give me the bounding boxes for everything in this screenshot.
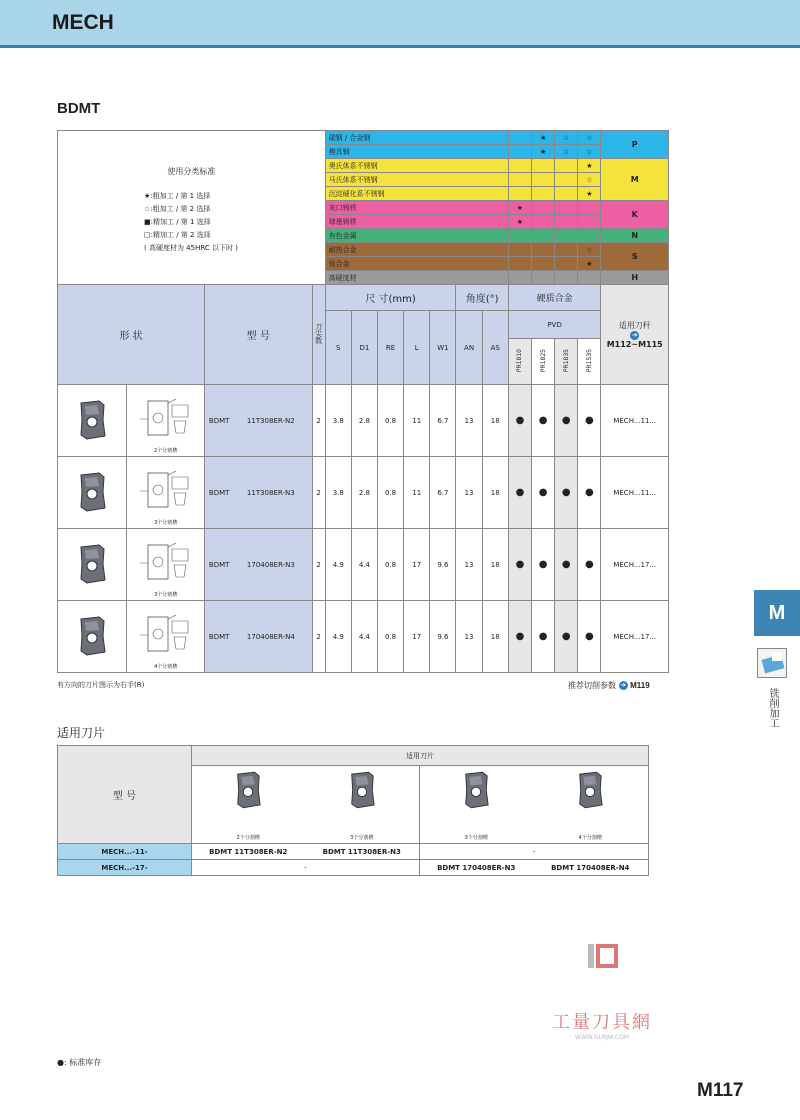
grade-mark — [555, 271, 578, 285]
dim-value: 18 — [482, 385, 508, 457]
watermark-logo-icon — [582, 940, 622, 972]
grade-mark — [555, 173, 578, 187]
groove-label: 4个分割槽 — [154, 664, 178, 670]
stock-dot: ● — [578, 385, 601, 457]
grade-mark — [532, 201, 555, 215]
angle-col-header: AS — [482, 311, 508, 385]
dim-value: 11 — [404, 385, 430, 457]
model-cell — [204, 601, 312, 673]
insert-image — [58, 457, 127, 529]
holder-value: MECH...17... — [601, 529, 669, 601]
legend-item: ★:粗加工 / 第 1 选择 — [144, 191, 211, 200]
legend-item: ☆:粗加工 / 第 2 选择 — [144, 204, 211, 213]
material-name: 灰口铸铁 — [325, 201, 508, 215]
pvd-header: PVD — [508, 311, 601, 339]
grade-mark — [508, 229, 531, 243]
grade-mark: ☆ — [555, 131, 578, 145]
legend-title: 使用分类标准 — [167, 166, 216, 176]
material-group: N — [601, 229, 669, 243]
dim-value: 6.7 — [430, 385, 456, 457]
grade-mark — [532, 229, 555, 243]
material-group: P — [601, 131, 669, 159]
tips-value: 2 — [312, 601, 325, 673]
insert-picture — [192, 766, 305, 844]
tips-value: 2 — [312, 529, 325, 601]
insert-icon — [77, 400, 107, 440]
material-name: 马氏体系不锈钢 — [325, 173, 508, 187]
dim-value: 3.8 — [325, 457, 351, 529]
stock-dot: ● — [508, 457, 531, 529]
page-header — [0, 0, 800, 48]
stock-dot: ● — [532, 529, 555, 601]
stock-dot: ● — [508, 529, 531, 601]
model-prefix: BDMT — [208, 488, 230, 497]
grade-mark — [532, 159, 555, 173]
dim-value: 18 — [482, 529, 508, 601]
insert-model-header: 型 号 — [58, 746, 192, 844]
material-name: 有色金属 — [325, 229, 508, 243]
model-code: 11T308ER-N2 — [246, 416, 295, 425]
arrow-icon: ➔ — [631, 331, 638, 339]
material-name: 沉淀硬化系不锈钢 — [325, 187, 508, 201]
dim-value: 4.4 — [351, 529, 377, 601]
insert-icon — [462, 770, 490, 810]
stock-dot: ● — [532, 601, 555, 673]
usage-legend — [58, 131, 326, 285]
dim-col-header: S — [325, 311, 351, 385]
grade-mark: ★ — [532, 145, 555, 159]
insert-image — [58, 529, 127, 601]
dim-value: 11 — [404, 457, 430, 529]
dim-value: 2.8 — [351, 385, 377, 457]
insert-icon — [576, 770, 604, 810]
grade-mark: ★ — [532, 131, 555, 145]
angle-col-header: AN — [456, 311, 482, 385]
groove-label: 3个分割槽 — [464, 835, 488, 841]
dim-value: 3.8 — [325, 385, 351, 457]
grade-mark: ☆ — [578, 145, 601, 159]
stock-dot: ● — [508, 385, 531, 457]
grade-mark — [508, 271, 531, 285]
dim-value: 6.7 — [430, 457, 456, 529]
grade-header: PR1825 — [532, 339, 555, 385]
legend-item: ■:精加工 / 第 1 选择 — [144, 217, 211, 226]
grade-header: PR1810 — [508, 339, 531, 385]
insert-code: - — [420, 844, 649, 860]
insert-header: 适用刀片 — [192, 746, 649, 766]
grade-mark — [578, 215, 601, 229]
stock-dot: ● — [578, 601, 601, 673]
grade-mark: ★ — [508, 215, 531, 229]
material-group: H — [601, 271, 669, 285]
legend-item: □:精加工 / 第 2 选择 — [144, 230, 211, 239]
material-name: 奥氏体系不锈钢 — [325, 159, 508, 173]
insert-drawing — [127, 601, 204, 673]
holder-header: 适用刀杆 ➔ M112~M115 — [601, 285, 669, 385]
grade-mark — [555, 187, 578, 201]
dim-col-header: L — [404, 311, 430, 385]
model-code: 170408ER-N4 — [246, 632, 295, 641]
grade-mark: ★ — [578, 187, 601, 201]
stock-dot: ● — [555, 529, 578, 601]
watermark-text: 工量刀具網 — [552, 1012, 652, 1033]
material-group: K — [601, 201, 669, 229]
dim-col-header: RE — [378, 311, 404, 385]
grade-mark — [555, 215, 578, 229]
tips-header: 刀尖数 — [312, 285, 325, 385]
material-group: S — [601, 243, 669, 271]
model-code: 11T308ER-N3 — [246, 488, 295, 497]
insert-image — [58, 601, 127, 673]
model-cell — [204, 385, 312, 457]
model-prefix: BDMT — [208, 560, 230, 569]
holder-value: MECH...11... — [601, 457, 669, 529]
dimension-drawing-icon — [136, 539, 196, 589]
dim-value: 17 — [404, 529, 430, 601]
table-row — [58, 601, 669, 673]
dim-value: 4.9 — [325, 601, 351, 673]
groove-label: 3个分割槽 — [154, 592, 178, 598]
insert-drawing — [127, 385, 204, 457]
holder-value: MECH...17... — [601, 601, 669, 673]
dim-value: 13 — [456, 529, 482, 601]
dim-value: 0.8 — [378, 385, 404, 457]
dimension-drawing-icon — [136, 611, 196, 661]
grade-mark — [508, 159, 531, 173]
insert-model: MECH...-11- — [58, 844, 192, 860]
grade-mark — [532, 215, 555, 229]
insert-code: BDMT 170408ER-N3 — [420, 860, 533, 876]
dim-value: 13 — [456, 457, 482, 529]
groove-label: 2个分割槽 — [236, 835, 260, 841]
grade-mark — [508, 131, 531, 145]
stock-dot: ● — [532, 385, 555, 457]
groove-label: 3个分割槽 — [154, 520, 178, 526]
dim-value: 18 — [482, 457, 508, 529]
model-cell — [204, 457, 312, 529]
grade-header: PR1535 — [578, 339, 601, 385]
grade-mark — [508, 187, 531, 201]
dimension-drawing-icon — [136, 395, 196, 445]
model-header: 型 号 — [204, 285, 312, 385]
material-name: 钛合金 — [325, 257, 508, 271]
table-row — [58, 385, 669, 457]
dim-value: 4.4 — [351, 601, 377, 673]
dim-value: 17 — [404, 601, 430, 673]
grade-mark: ★ — [508, 201, 531, 215]
stock-dot: ● — [555, 385, 578, 457]
stock-dot: ● — [508, 601, 531, 673]
insert-icon — [77, 472, 107, 512]
applicable-inserts-table — [57, 745, 649, 876]
grade-mark — [532, 173, 555, 187]
tips-value: 2 — [312, 457, 325, 529]
insert-picture — [533, 766, 649, 844]
dim-value: 9.6 — [430, 529, 456, 601]
tips-value: 2 — [312, 385, 325, 457]
insert-picture — [305, 766, 420, 844]
material-group: M — [601, 159, 669, 201]
grade-mark — [508, 243, 531, 257]
insert-drawing — [127, 457, 204, 529]
insert-code: BDMT 11T308ER-N2 — [192, 844, 305, 860]
milling-icon — [757, 648, 787, 678]
grade-mark — [532, 187, 555, 201]
stock-dot: ● — [532, 457, 555, 529]
dim-value: 13 — [456, 601, 482, 673]
insert-icon — [234, 770, 262, 810]
grade-mark: ☆ — [578, 131, 601, 145]
grade-mark: ☆ — [578, 173, 601, 187]
stock-dot: ● — [578, 529, 601, 601]
watermark — [537, 940, 667, 1041]
grade-header: PR1835 — [555, 339, 578, 385]
grade-mark — [508, 257, 531, 271]
grade-mark — [555, 201, 578, 215]
groove-label: 4个分割槽 — [578, 835, 602, 841]
dim-value: 18 — [482, 601, 508, 673]
table-row — [58, 457, 669, 529]
insert-model: MECH...-17- — [58, 860, 192, 876]
insert-code: BDMT 11T308ER-N3 — [305, 844, 420, 860]
stock-dot: ● — [555, 601, 578, 673]
side-tab-letter[interactable]: M — [754, 590, 800, 636]
page-number: M117 — [697, 1080, 744, 1101]
stock-dot: ● — [578, 457, 601, 529]
grade-mark: ☆ — [578, 243, 601, 257]
dim-value: 9.6 — [430, 601, 456, 673]
dim-value: 0.8 — [378, 457, 404, 529]
material-name: 碳钢 / 合金钢 — [325, 131, 508, 145]
insert-drawing — [127, 529, 204, 601]
dim-value: 2.8 — [351, 457, 377, 529]
insert-icon — [77, 544, 107, 584]
legend-item: ( 高硬度材为 45HRC 以下时 ) — [144, 243, 238, 252]
insert-code: BDMT 170408ER-N4 — [533, 860, 649, 876]
grade-mark — [555, 159, 578, 173]
direction-note: 有方向的刀片图示为右手(R) — [57, 681, 145, 689]
insert-image — [58, 385, 127, 457]
grade-mark — [578, 271, 601, 285]
insert-icon — [77, 616, 107, 656]
grade-mark: ☆ — [555, 145, 578, 159]
grade-mark: ★ — [578, 257, 601, 271]
section-title: BDMT — [57, 100, 101, 117]
dim-value: 13 — [456, 385, 482, 457]
dim-col-header: W1 — [430, 311, 456, 385]
model-cell — [204, 529, 312, 601]
material-name: 耐热合金 — [325, 243, 508, 257]
dim-value: 0.8 — [378, 529, 404, 601]
grade-mark — [555, 243, 578, 257]
grade-mark — [578, 201, 601, 215]
shape-header: 形 状 — [58, 285, 205, 385]
dim-col-header: D1 — [351, 311, 377, 385]
grade-mark — [578, 229, 601, 243]
table-row — [58, 529, 669, 601]
grade-mark — [508, 173, 531, 187]
arrow-icon: ➔ — [620, 681, 626, 689]
size-header: 尺 寸(mm) — [325, 285, 456, 311]
angle-header: 角度(°) — [456, 285, 508, 311]
model-prefix: BDMT — [208, 632, 230, 641]
dim-value: 0.8 — [378, 601, 404, 673]
watermark-url: WWW.GLRJW.COM — [574, 1034, 630, 1041]
insert-icon — [348, 770, 376, 810]
applicable-inserts-title: 适用刀片 — [57, 726, 106, 740]
groove-label: 2个分割槽 — [154, 448, 178, 454]
stock-dot: ● — [555, 457, 578, 529]
stock-note: ●: 标准库存 — [57, 1058, 102, 1067]
grade-mark — [532, 257, 555, 271]
grade-mark — [555, 257, 578, 271]
insert-picture — [420, 766, 533, 844]
model-prefix: BDMT — [208, 416, 230, 425]
groove-label: 3个分割槽 — [350, 835, 374, 841]
grade-mark — [508, 145, 531, 159]
material-name: 高硬度材 — [325, 271, 508, 285]
grade-mark: ★ — [578, 159, 601, 173]
grade-mark — [555, 229, 578, 243]
cutting-params-link[interactable]: 推荐切削参数 ➔ M119 — [568, 681, 650, 690]
page-header-title: MECH — [52, 11, 114, 34]
material-name: 球墨铸铁 — [325, 215, 508, 229]
dim-value: 4.9 — [325, 529, 351, 601]
model-code: 170408ER-N3 — [246, 560, 295, 569]
grade-mark — [532, 271, 555, 285]
side-tab-label: 铣削加工 — [767, 688, 778, 728]
insert-code: - — [192, 860, 420, 876]
grade-mark — [532, 243, 555, 257]
carbide-header: 硬质合金 — [508, 285, 601, 311]
holder-value: MECH...11... — [601, 385, 669, 457]
insert-spec-table — [57, 130, 669, 673]
dimension-drawing-icon — [136, 467, 196, 517]
material-name: 模具钢 — [325, 145, 508, 159]
